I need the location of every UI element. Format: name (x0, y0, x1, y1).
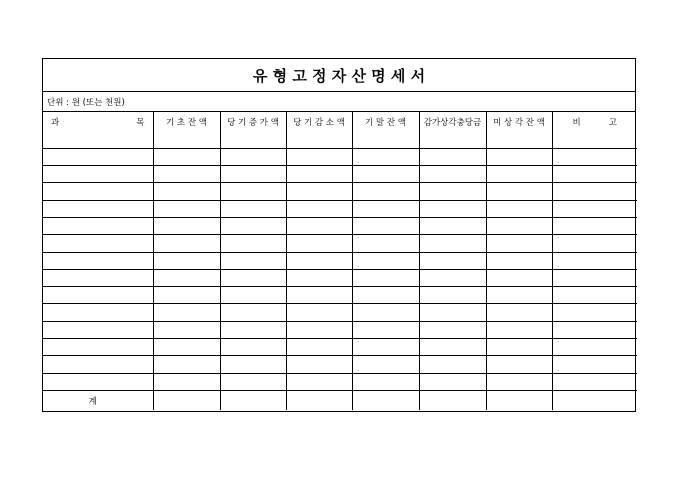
table-cell[interactable] (220, 252, 286, 269)
table-cell[interactable] (153, 321, 220, 338)
asset-table (43, 112, 637, 410)
header-increase: 당 기 증 가 액 (220, 112, 286, 131)
table-cell[interactable] (419, 148, 486, 165)
header-account-part2: 목 (136, 117, 145, 128)
table-cell[interactable] (352, 304, 419, 321)
table-row (43, 304, 637, 321)
table-cell[interactable] (552, 339, 637, 356)
table-cell[interactable] (153, 200, 220, 217)
table-cell[interactable] (419, 166, 486, 183)
table-cell[interactable] (153, 166, 220, 183)
table-cell[interactable] (419, 235, 486, 252)
table-cell[interactable] (43, 166, 153, 183)
table-cell[interactable] (153, 356, 220, 373)
table-cell[interactable] (153, 269, 220, 286)
table-cell[interactable] (286, 217, 352, 234)
table-cell[interactable] (220, 321, 286, 338)
table-cell[interactable] (352, 148, 419, 165)
table-cell[interactable] (352, 321, 419, 338)
table-cell[interactable] (419, 200, 486, 217)
table-cell[interactable] (419, 304, 486, 321)
table-row (43, 183, 637, 200)
table-cell[interactable] (43, 373, 153, 390)
total-label: 계 (43, 390, 153, 410)
table-cell[interactable] (486, 373, 552, 390)
table-cell[interactable] (419, 287, 486, 304)
table-cell[interactable] (352, 252, 419, 269)
table-cell[interactable] (43, 339, 153, 356)
table-row (43, 287, 637, 304)
table-cell[interactable] (220, 183, 286, 200)
table-cell[interactable] (552, 131, 637, 148)
table-cell[interactable] (552, 321, 637, 338)
total-cell[interactable] (153, 390, 220, 410)
table-row (43, 339, 637, 356)
table-row (43, 166, 637, 183)
table-cell[interactable] (552, 166, 637, 183)
table-cell[interactable] (286, 148, 352, 165)
table-cell[interactable] (43, 356, 153, 373)
table-cell[interactable] (352, 287, 419, 304)
table-cell[interactable] (419, 373, 486, 390)
table-cell[interactable] (552, 148, 637, 165)
table-cell[interactable] (486, 339, 552, 356)
table-cell[interactable] (220, 217, 286, 234)
table-cell[interactable] (220, 269, 286, 286)
total-row (43, 390, 637, 410)
table-row (43, 148, 637, 165)
table-cell[interactable] (552, 200, 637, 217)
table-cell[interactable] (286, 304, 352, 321)
table-cell[interactable] (352, 269, 419, 286)
header-opening-balance: 기 초 잔 액 (153, 112, 220, 131)
table-cell[interactable] (286, 356, 352, 373)
table-cell[interactable] (286, 131, 352, 148)
table-cell[interactable] (352, 200, 419, 217)
table-cell[interactable] (419, 183, 486, 200)
table-row (43, 356, 637, 373)
total-cell[interactable] (220, 390, 286, 410)
total-cell[interactable] (552, 390, 637, 410)
table-cell[interactable] (286, 321, 352, 338)
header-account-part1: 과 (51, 117, 60, 128)
table-row (43, 321, 637, 338)
table-cell[interactable] (419, 339, 486, 356)
total-cell[interactable] (486, 390, 552, 410)
table-cell[interactable] (552, 356, 637, 373)
table-cell[interactable] (43, 131, 153, 148)
table-cell[interactable] (43, 217, 153, 234)
table-cell[interactable] (220, 166, 286, 183)
table-cell[interactable] (552, 269, 637, 286)
table-row (43, 269, 637, 286)
table-cell[interactable] (220, 131, 286, 148)
table-cell[interactable] (43, 287, 153, 304)
table-cell[interactable] (352, 339, 419, 356)
table-cell[interactable] (220, 339, 286, 356)
table-cell[interactable] (419, 321, 486, 338)
table-cell[interactable] (486, 269, 552, 286)
table-cell[interactable] (486, 131, 552, 148)
table-cell[interactable] (552, 252, 637, 269)
table-cell[interactable] (419, 356, 486, 373)
table-cell[interactable] (419, 269, 486, 286)
table-cell[interactable] (552, 217, 637, 234)
table-cell[interactable] (153, 252, 220, 269)
table-cell[interactable] (352, 373, 419, 390)
table-cell[interactable] (220, 356, 286, 373)
table-cell[interactable] (43, 183, 153, 200)
table-cell[interactable] (286, 200, 352, 217)
table-row (43, 373, 637, 390)
total-cell[interactable] (286, 390, 352, 410)
table-cell[interactable] (352, 166, 419, 183)
table-cell[interactable] (286, 183, 352, 200)
table-cell[interactable] (153, 373, 220, 390)
table-cell[interactable] (220, 148, 286, 165)
table-cell[interactable] (486, 235, 552, 252)
table-cell[interactable] (153, 287, 220, 304)
table-cell[interactable] (153, 235, 220, 252)
table-cell[interactable] (286, 166, 352, 183)
table-cell[interactable] (419, 252, 486, 269)
table-cell[interactable] (286, 287, 352, 304)
table-cell[interactable] (352, 183, 419, 200)
header-remarks-part2: 고 (608, 117, 617, 128)
table-row (43, 200, 637, 217)
table-cell[interactable] (153, 183, 220, 200)
table-cell[interactable] (286, 235, 352, 252)
header-remarks (552, 112, 637, 131)
table-cell[interactable] (486, 356, 552, 373)
table-row (43, 131, 637, 148)
fixed-asset-schedule-form (42, 58, 636, 412)
table-cell[interactable] (419, 131, 486, 148)
table-cell[interactable] (286, 339, 352, 356)
table-cell[interactable] (43, 304, 153, 321)
document-title: 유 형 고 정 자 산 명 세 서 (43, 59, 635, 92)
header-decrease: 당 기 감 소 액 (286, 112, 352, 131)
table-cell[interactable] (552, 304, 637, 321)
table-cell[interactable] (552, 235, 637, 252)
table-cell[interactable] (486, 321, 552, 338)
table-cell[interactable] (220, 235, 286, 252)
table-cell[interactable] (486, 183, 552, 200)
table-cell[interactable] (352, 356, 419, 373)
table-cell[interactable] (43, 321, 153, 338)
table-cell[interactable] (220, 287, 286, 304)
table-cell[interactable] (552, 287, 637, 304)
table-cell[interactable] (220, 373, 286, 390)
table-cell[interactable] (43, 235, 153, 252)
table-cell[interactable] (286, 252, 352, 269)
table-cell[interactable] (286, 269, 352, 286)
header-closing-balance: 기 말 잔 액 (352, 112, 419, 131)
table-cell[interactable] (552, 183, 637, 200)
table-cell[interactable] (486, 200, 552, 217)
table-cell[interactable] (153, 339, 220, 356)
table-cell[interactable] (486, 287, 552, 304)
table-cell[interactable] (43, 269, 153, 286)
table-cell[interactable] (486, 217, 552, 234)
header-remarks-part1: 비 (572, 117, 581, 128)
header-undepreciated-balance: 미 상 각 잔 액 (486, 112, 552, 131)
table-cell[interactable] (153, 304, 220, 321)
table-cell[interactable] (220, 200, 286, 217)
table-cell[interactable] (286, 373, 352, 390)
table-cell[interactable] (486, 166, 552, 183)
total-cell[interactable] (352, 390, 419, 410)
table-cell[interactable] (220, 304, 286, 321)
header-row (43, 112, 637, 131)
table-cell[interactable] (43, 148, 153, 165)
table-cell[interactable] (552, 373, 637, 390)
table-row (43, 235, 637, 252)
table-cell[interactable] (352, 235, 419, 252)
table-cell[interactable] (153, 131, 220, 148)
header-accumulated-depreciation: 감가상각충당금 (419, 112, 486, 131)
table-cell[interactable] (352, 217, 419, 234)
table-cell[interactable] (43, 252, 153, 269)
table-cell[interactable] (153, 148, 220, 165)
table-row (43, 217, 637, 234)
total-cell[interactable] (419, 390, 486, 410)
table-cell[interactable] (486, 252, 552, 269)
table-cell[interactable] (419, 217, 486, 234)
header-account (43, 112, 153, 131)
table-cell[interactable] (352, 131, 419, 148)
unit-label: 단위 : 원 (또는 천원) (43, 92, 635, 112)
table-cell[interactable] (153, 217, 220, 234)
table-row (43, 252, 637, 269)
table-cell[interactable] (43, 200, 153, 217)
table-cell[interactable] (486, 304, 552, 321)
table-cell[interactable] (486, 148, 552, 165)
